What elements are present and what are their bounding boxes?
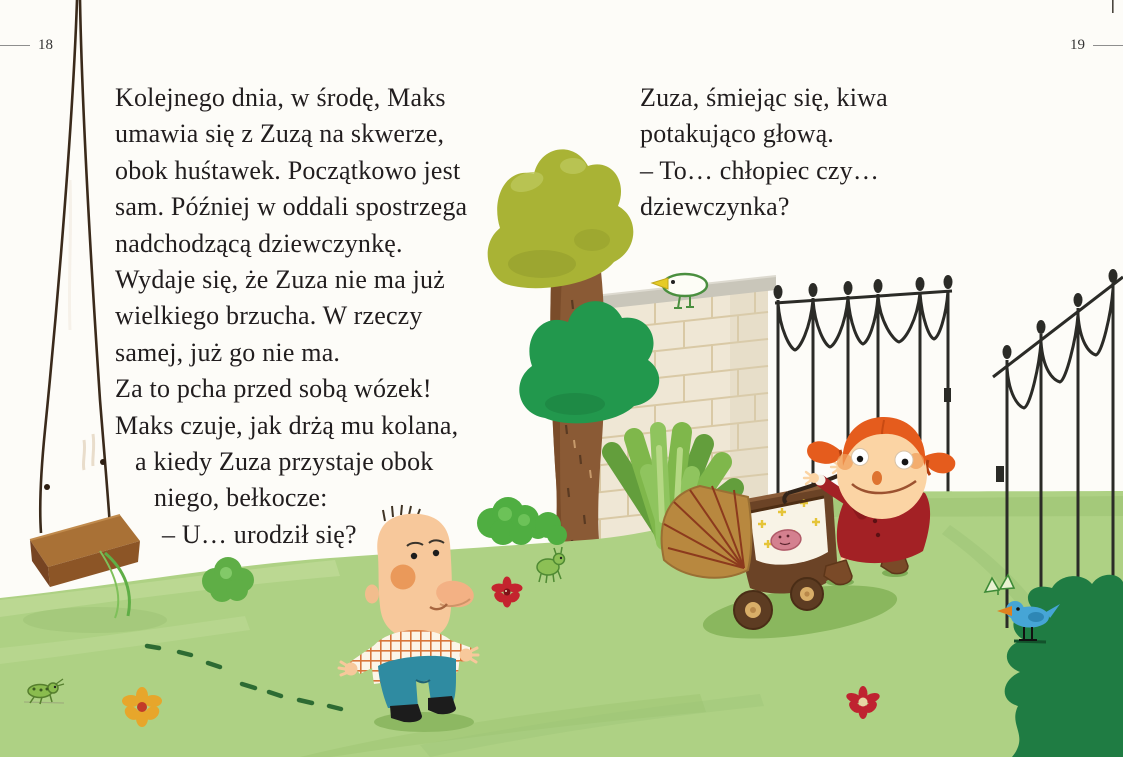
corner-tick: [1112, 0, 1114, 13]
page-rule: [1093, 45, 1123, 46]
story-line: obok huśtawek. Początkowo jest: [115, 155, 461, 185]
boy-ear: [365, 585, 379, 604]
story-line: – To… chłopiec czy…: [640, 155, 880, 185]
swing-rope-left: [40, 0, 77, 533]
page-number-label: 18: [38, 37, 53, 53]
story-line: umawia się z Zuzą na skwerze,: [115, 119, 445, 149]
story-line: wielkiego brzucha. W rzeczy: [115, 301, 423, 331]
story-line: – U… urodził się?: [162, 519, 357, 549]
story-line: Maks czuje, jak drżą mu kolana,: [115, 410, 459, 440]
tree-base-bush: [477, 497, 567, 545]
page-number-right: [1070, 37, 1123, 54]
story-line: dziewczynka?: [640, 192, 790, 222]
boy-shadow: [374, 712, 474, 732]
story-line: Wydaje się, że Zuza nie ma już: [115, 265, 445, 295]
boy-cheek: [391, 565, 416, 590]
story-line: potakująco głową.: [640, 119, 835, 149]
story-line: samej, już go nie ma.: [115, 337, 341, 367]
boy-shoe: [428, 696, 456, 714]
page-rule: [0, 45, 30, 46]
page-number-left: [0, 37, 53, 54]
girl-nose: [872, 471, 882, 485]
page-number-label: 19: [1070, 37, 1085, 53]
story-text-left: [115, 80, 467, 553]
story-line: niego, bełkocze:: [154, 483, 328, 513]
story-text-right: [640, 80, 888, 226]
story-line: sam. Później w oddali spostrzega: [115, 192, 468, 222]
story-line: Za to pcha przed sobą wózek!: [115, 374, 432, 404]
story-line: nadchodzącą dziewczynkę.: [115, 228, 403, 258]
girl-pigtail: [925, 453, 955, 474]
story-line: a kiedy Zuza przystaje obok: [135, 447, 434, 477]
story-line: Zuza, śmiejąc się, kiwa: [640, 83, 888, 112]
story-line: Kolejnego dnia, w środę, Maks: [115, 83, 446, 112]
